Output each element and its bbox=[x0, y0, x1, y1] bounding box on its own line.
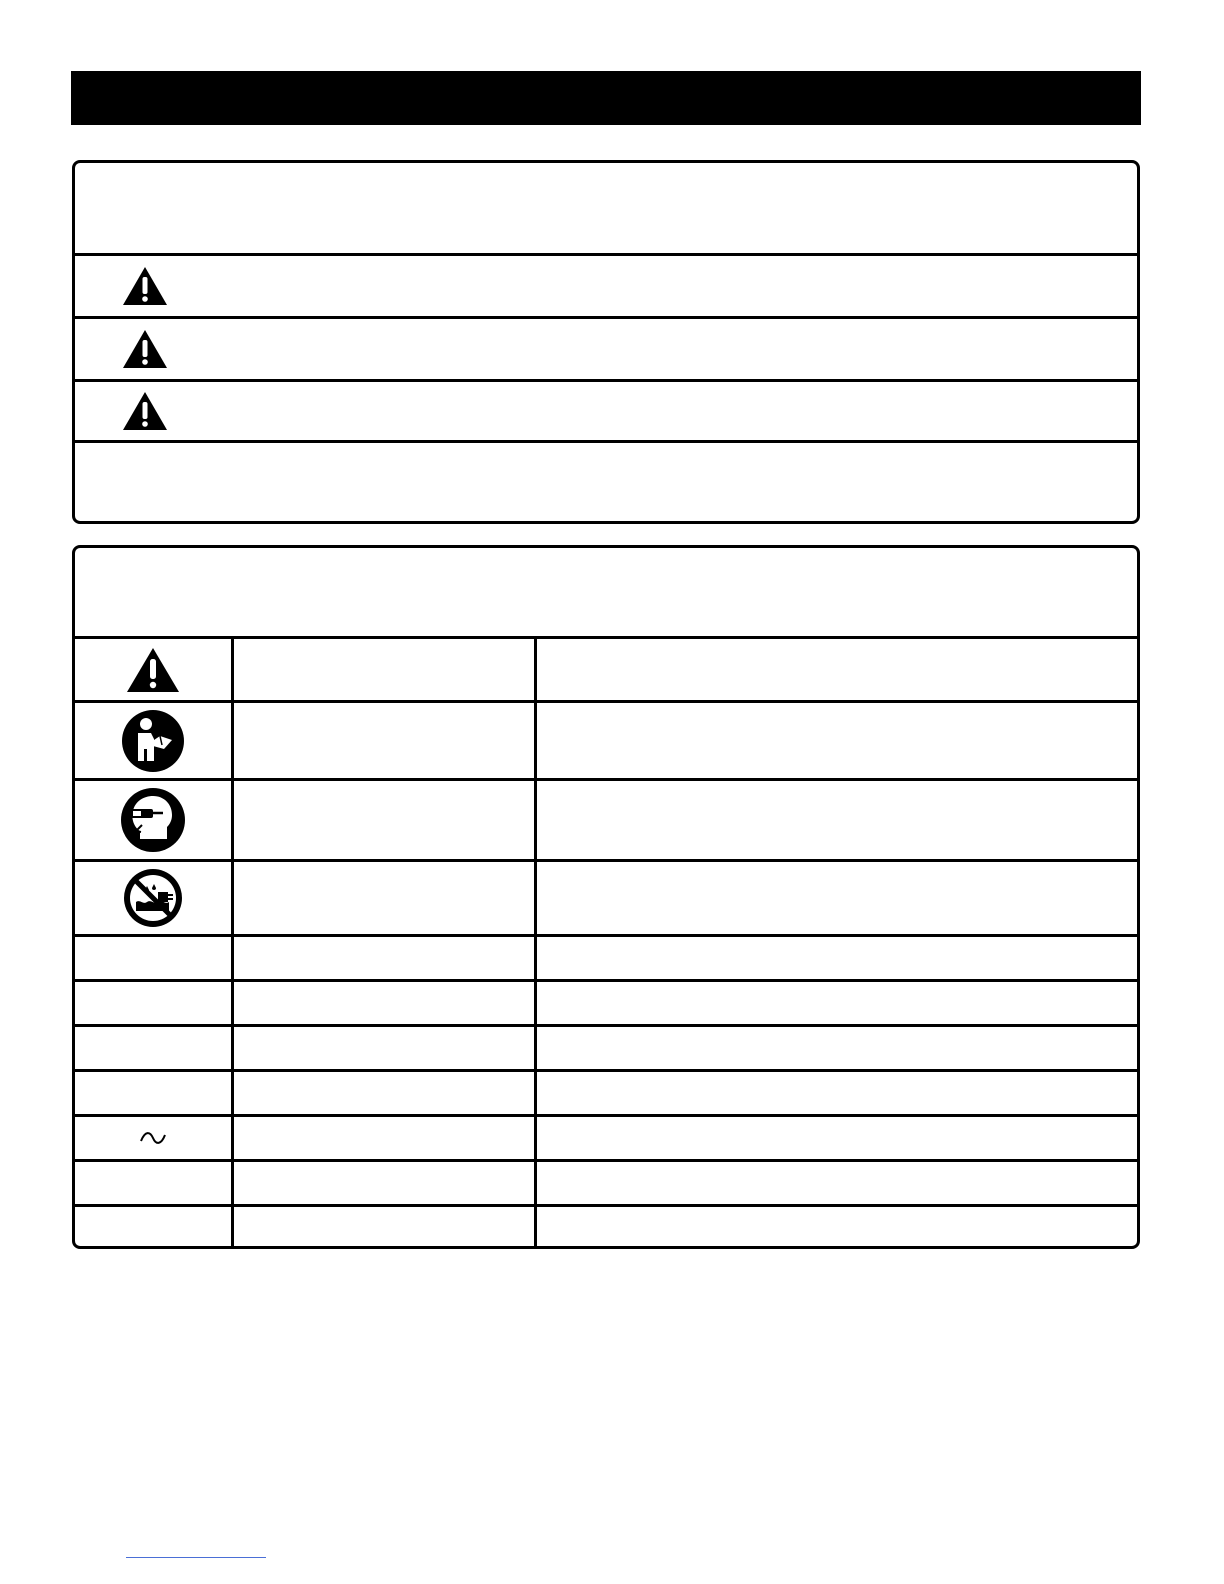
symbol-meaning bbox=[537, 1207, 1137, 1246]
symbol-name bbox=[234, 1027, 534, 1069]
no-wet-conditions-icon bbox=[75, 862, 231, 934]
symbol-meaning bbox=[537, 1162, 1137, 1204]
signal-word-text bbox=[185, 382, 1127, 440]
symbol-glyph bbox=[75, 937, 231, 979]
signal-words-box bbox=[72, 160, 1140, 524]
symbol-glyph bbox=[75, 982, 231, 1024]
read-manual-icon bbox=[75, 703, 231, 778]
symbol-meaning bbox=[537, 781, 1137, 859]
symbol-meaning bbox=[537, 1072, 1137, 1114]
warning-triangle-icon bbox=[115, 256, 175, 316]
warning-triangle-icon bbox=[115, 319, 175, 379]
symbol-name bbox=[234, 639, 534, 700]
symbol-meaning bbox=[537, 862, 1137, 934]
warning-triangle-icon bbox=[75, 639, 231, 700]
symbol-glyph bbox=[75, 1162, 231, 1204]
symbol-name bbox=[234, 703, 534, 778]
symbol-name bbox=[234, 1117, 534, 1159]
symbol-name bbox=[234, 1207, 534, 1246]
symbol-glyph bbox=[75, 1207, 231, 1246]
section-title-bar bbox=[71, 71, 1141, 125]
symbol-name bbox=[234, 1162, 534, 1204]
symbol-glyph bbox=[75, 1072, 231, 1114]
signal-words-footer bbox=[75, 443, 1137, 521]
signal-word-text bbox=[185, 256, 1127, 316]
symbol-meaning bbox=[537, 639, 1137, 700]
symbol-meaning bbox=[537, 1117, 1137, 1159]
footer-link[interactable] bbox=[126, 1557, 266, 1558]
signal-word-text bbox=[185, 319, 1127, 379]
symbols-box bbox=[72, 545, 1140, 1249]
symbol-name bbox=[234, 937, 534, 979]
symbol-meaning bbox=[537, 703, 1137, 778]
symbol-name bbox=[234, 982, 534, 1024]
signal-words-header bbox=[75, 163, 1137, 253]
symbol-name bbox=[234, 781, 534, 859]
symbols-header bbox=[75, 548, 1137, 636]
symbol-meaning bbox=[537, 982, 1137, 1024]
symbol-glyph bbox=[75, 1027, 231, 1069]
warning-triangle-icon bbox=[115, 382, 175, 440]
symbol-meaning bbox=[537, 937, 1137, 979]
symbol-name bbox=[234, 1072, 534, 1114]
symbol-name bbox=[234, 862, 534, 934]
symbol-meaning bbox=[537, 1027, 1137, 1069]
alternating-current-icon bbox=[75, 1117, 231, 1159]
eye-protection-icon bbox=[75, 781, 231, 859]
